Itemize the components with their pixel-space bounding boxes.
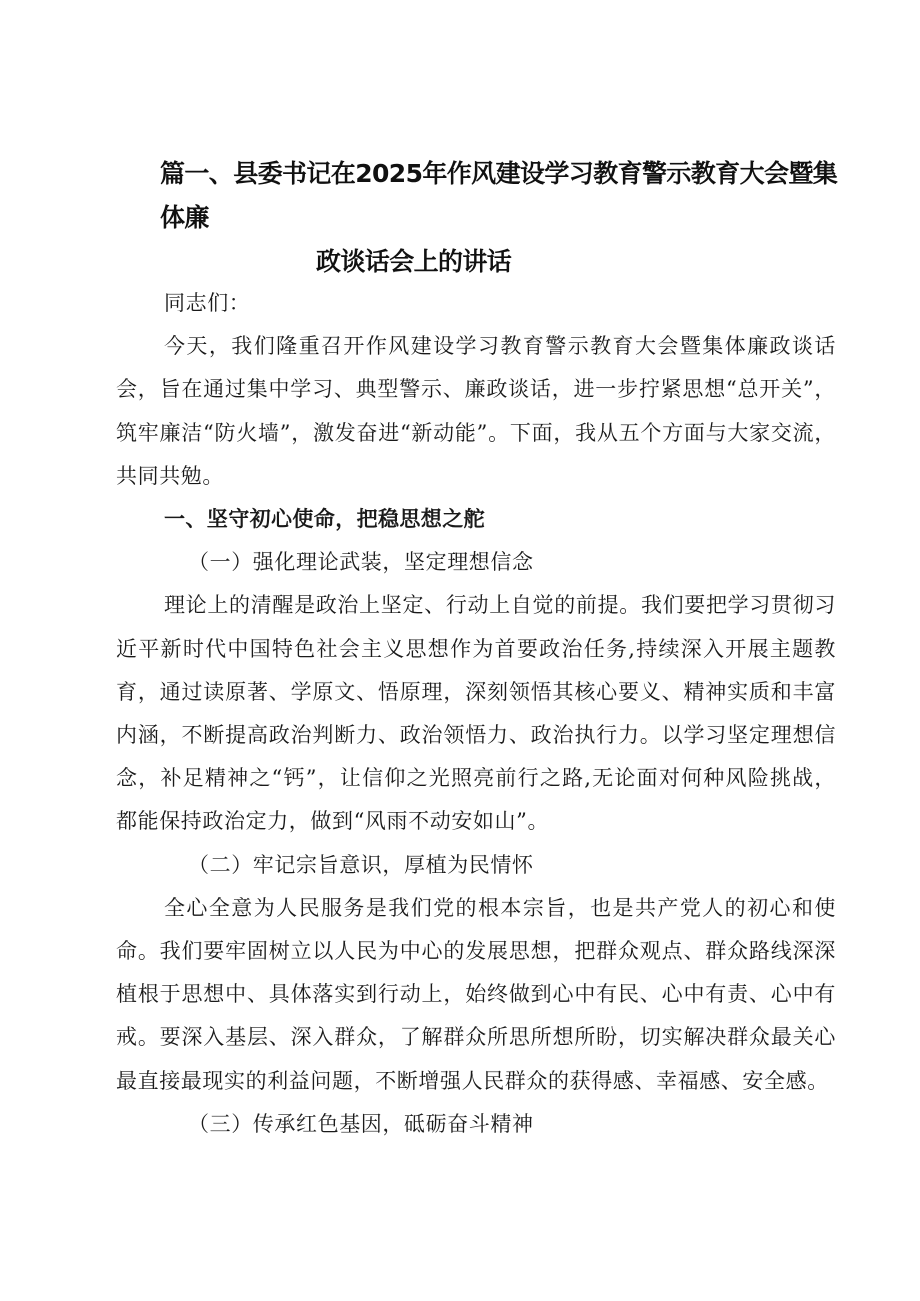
subsection-1-paragraph: 理论上的清醒是政治上坚定、行动上自觉的前提。我们要把学习贯彻习近平新时代中国特色社会主义思想作为首要政治任务,持续深入开展主题教育，通过读原著、学原文、悟原理，深刻领悟其核心要义、精神实质和丰富内涵，不断提高政治判断力、政治领悟力、政治执行力。以学习坚定理想信念，补足精神之“钙”，让信仰之光照亮前行之路,无论面对何种风险挑战，都能保持政治定力，做到“风雨不动安如山”。 <box>116 593 836 834</box>
section-1-heading: 一、坚守初心使命，把稳思想之舵 <box>164 507 485 532</box>
subsection-3-heading: （三）传承红色基因，砥砺奋斗精神 <box>188 1111 534 1136</box>
title-line-2: 政谈话会上的讲话 <box>316 247 512 276</box>
document-body <box>116 282 836 1146</box>
greeting: 同志们： <box>164 291 251 315</box>
subsection-2-paragraph: 全心全意为人民服务是我们党的根本宗旨，也是共产党人的初心和使命。我们要牢固树立以人民为中心的发展思想，把群众观点、群众路线深深植根于思想中、具体落实到行动上，始终做到心中有民、心中有责、心中有戒。要深入基层、深入群众，了解群众所思所想所盼，切实解决群众最关心最直接最现实的利益问题，不断增强人民群众的获得感、幸福感、安全感。 <box>116 895 836 1093</box>
intro-paragraph: 今天，我们隆重召开作风建设学习教育警示教育大会暨集体廉政谈话会，旨在通过集中学习、典型警示、廉政谈话，进一步拧紧思想“总开关”，筑牢廉洁“防火墙”，激发奋进“新动能”。下面，我从五个方面与大家交流，共同共勉。 <box>116 334 836 488</box>
subsection-1-heading: （一）强化理论武装，坚定理想信念 <box>188 550 534 575</box>
subsection-2-heading: （二）牢记宗旨意识，厚植为民情怀 <box>188 852 534 877</box>
document-title <box>160 152 860 284</box>
title-line-1: 篇一、县委书记在2025年作风建设学习教育警示教育大会暨集体廉 <box>160 159 838 232</box>
